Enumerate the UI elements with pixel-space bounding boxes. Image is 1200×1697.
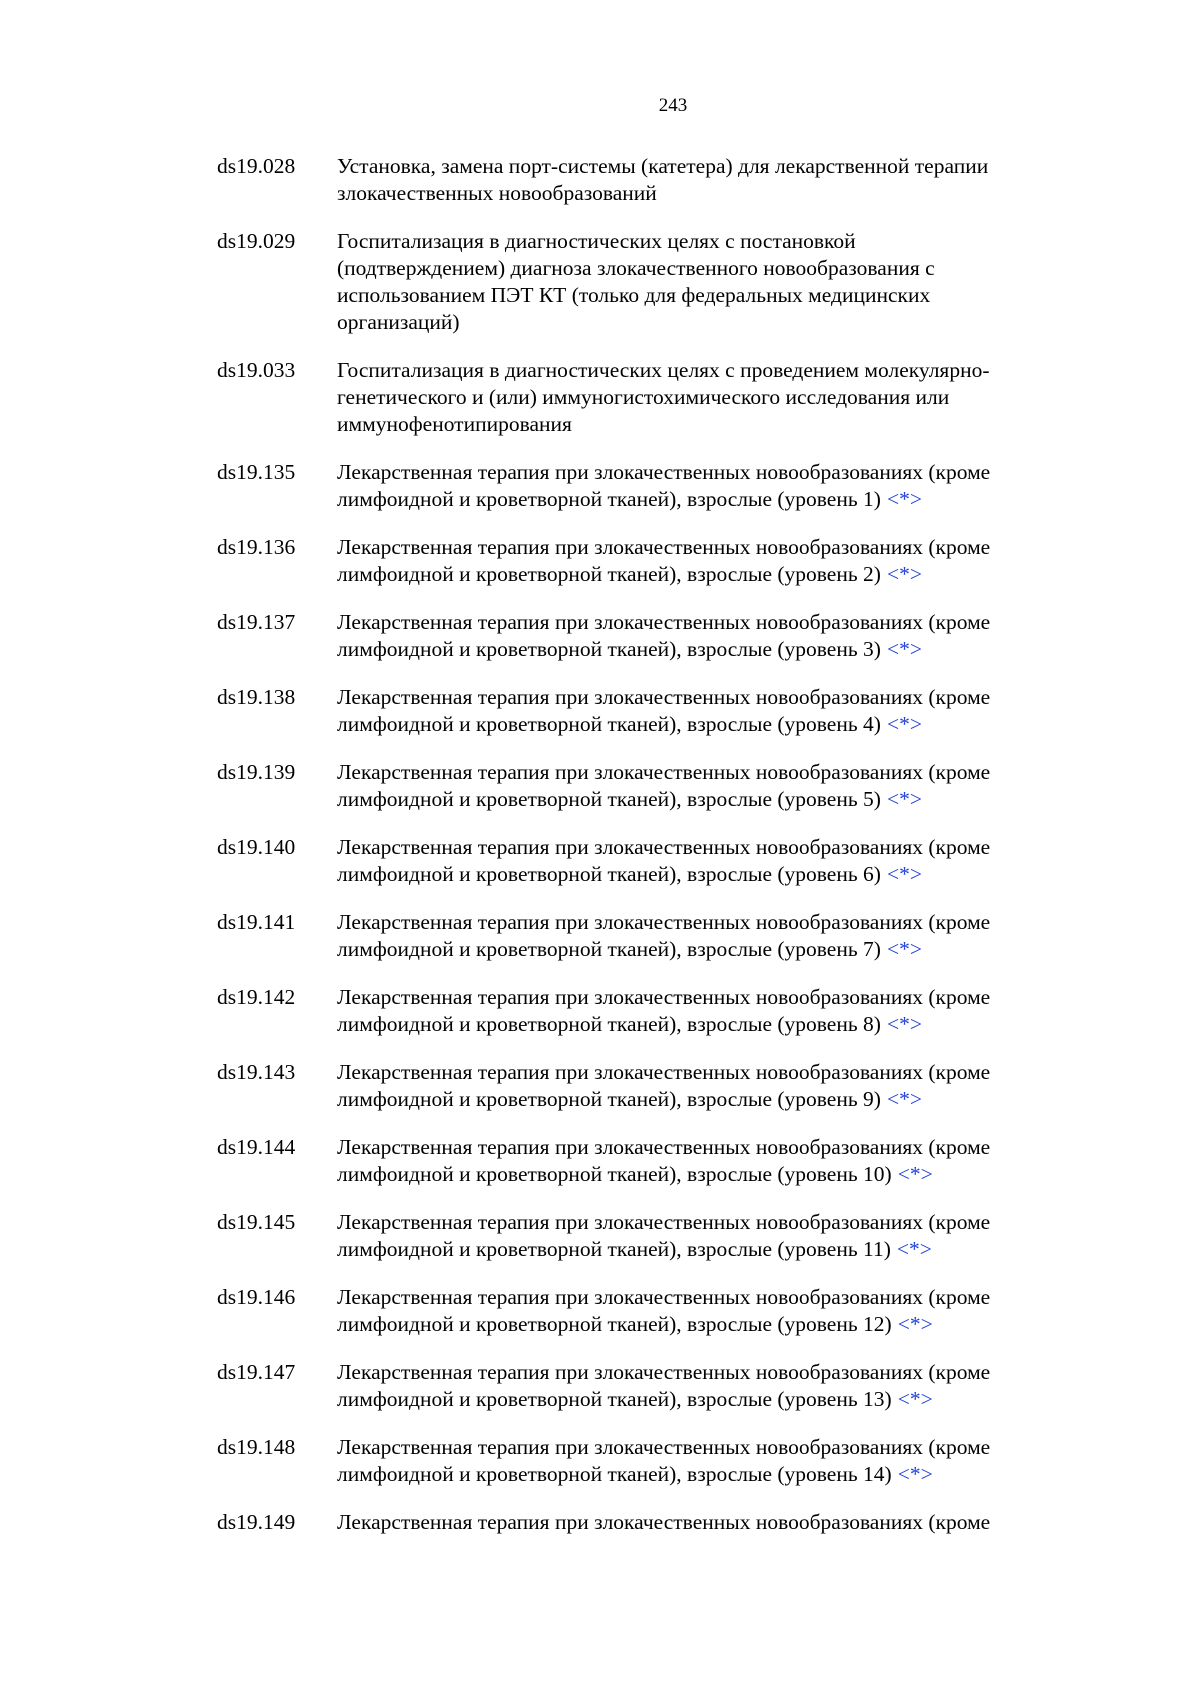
entry-description (337, 909, 1097, 963)
entry-ds19-136 (217, 534, 1097, 588)
entry-description (337, 759, 1097, 813)
entry-line: Установка, замена порт-системы (катетера) для лекарственной терапии (337, 154, 989, 178)
entry-code: ds19.138 (217, 685, 296, 709)
entry-line-text: лимфоидной и кроветворной тканей), взрослые (уровень 6) (337, 862, 881, 886)
entry-line-text: лимфоидной и кроветворной тканей), взрослые (уровень 8) (337, 1012, 881, 1036)
entry-line-last (337, 1086, 1097, 1113)
entry-line-last (337, 561, 1097, 588)
entry-ds19-149 (217, 1509, 1097, 1536)
entry-description (337, 1359, 1097, 1413)
entry-code: ds19.142 (217, 985, 296, 1009)
entry-line-text: лимфоидной и кроветворной тканей), взрослые (уровень 14) (337, 1462, 892, 1486)
entry-description (337, 1209, 1097, 1263)
entry-line: Лекарственная терапия при злокачественных новообразованиях (кроме (337, 1060, 991, 1084)
entry-ds19-029 (217, 228, 1097, 336)
entry-ds19-145 (217, 1209, 1097, 1263)
entry-code: ds19.149 (217, 1510, 296, 1534)
entry-description (337, 1434, 1097, 1488)
entry-line: иммунофенотипирования (337, 412, 572, 436)
entry-line-text: лимфоидной и кроветворной тканей), взрослые (уровень 10) (337, 1162, 892, 1186)
footnote-link[interactable]: <*> (897, 1312, 933, 1336)
entry-description (337, 534, 1097, 588)
entry-code: ds19.140 (217, 835, 296, 859)
entry-description (337, 228, 1097, 336)
footnote-link[interactable]: <*> (886, 562, 922, 586)
entry-code: ds19.028 (217, 154, 296, 178)
entry-ds19-143 (217, 1059, 1097, 1113)
footnote-link[interactable]: <*> (886, 1012, 922, 1036)
entry-ds19-137 (217, 609, 1097, 663)
entry-line: использованием ПЭТ КТ (только для федеральных медицинских (337, 283, 931, 307)
entry-line-last (337, 1461, 1097, 1488)
entry-code: ds19.136 (217, 535, 296, 559)
entry-ds19-141 (217, 909, 1097, 963)
entry-line: Лекарственная терапия при злокачественных новообразованиях (кроме (337, 535, 991, 559)
entry-line: Лекарственная терапия при злокачественных новообразованиях (кроме (337, 835, 991, 859)
entry-line-text: лимфоидной и кроветворной тканей), взрослые (уровень 2) (337, 562, 881, 586)
entry-line-last (337, 711, 1097, 738)
entry-ds19-140 (217, 834, 1097, 888)
footnote-link[interactable]: <*> (897, 1462, 933, 1486)
entry-line-text: лимфоидной и кроветворной тканей), взрослые (уровень 11) (337, 1237, 891, 1261)
entry-line-last (337, 636, 1097, 663)
entry-line: Лекарственная терапия при злокачественных новообразованиях (кроме (337, 1285, 991, 1309)
entry-line-text: лимфоидной и кроветворной тканей), взрослые (уровень 13) (337, 1387, 892, 1411)
entry-line-last (337, 936, 1097, 963)
entry-code: ds19.148 (217, 1435, 296, 1459)
entry-description (337, 1059, 1097, 1113)
entry-description (337, 357, 1097, 438)
entry-code: ds19.137 (217, 610, 296, 634)
entry-description (337, 459, 1097, 513)
entry-line: Лекарственная терапия при злокачественных новообразованиях (кроме (337, 685, 991, 709)
entry-line-last (337, 1236, 1097, 1263)
entry-line: Лекарственная терапия при злокачественных новообразованиях (кроме (337, 910, 991, 934)
entry-list (217, 153, 1097, 1557)
entry-line-last (337, 1011, 1097, 1038)
entry-line-last (337, 1386, 1097, 1413)
entry-line: Лекарственная терапия при злокачественных новообразованиях (кроме (337, 1510, 991, 1534)
entry-line: Лекарственная терапия при злокачественных новообразованиях (кроме (337, 760, 991, 784)
entry-ds19-148 (217, 1434, 1097, 1488)
entry-line: злокачественных новообразований (337, 181, 657, 205)
entry-ds19-139 (217, 759, 1097, 813)
footnote-link[interactable]: <*> (886, 937, 922, 961)
entry-line: Госпитализация в диагностических целях с постановкой (337, 229, 856, 253)
entry-ds19-138 (217, 684, 1097, 738)
entry-line: Лекарственная терапия при злокачественных новообразованиях (кроме (337, 1210, 991, 1234)
entry-description (337, 984, 1097, 1038)
entry-ds19-147 (217, 1359, 1097, 1413)
entry-line-last (337, 1311, 1097, 1338)
entry-line: Лекарственная терапия при злокачественных новообразованиях (кроме (337, 1135, 991, 1159)
entry-line: (подтверждением) диагноза злокачественного новообразования с (337, 256, 935, 280)
entry-ds19-144 (217, 1134, 1097, 1188)
footnote-link[interactable]: <*> (886, 487, 922, 511)
footnote-link[interactable]: <*> (886, 787, 922, 811)
entry-description (337, 609, 1097, 663)
entry-line-last (337, 861, 1097, 888)
entry-code: ds19.144 (217, 1135, 296, 1159)
entry-line: генетического и (или) иммуногистохимического исследования или (337, 385, 950, 409)
entry-code: ds19.146 (217, 1285, 296, 1309)
entry-line-text: лимфоидной и кроветворной тканей), взрослые (уровень 12) (337, 1312, 892, 1336)
entry-ds19-146 (217, 1284, 1097, 1338)
entry-ds19-142 (217, 984, 1097, 1038)
entry-description (337, 1284, 1097, 1338)
footnote-link[interactable]: <*> (886, 862, 922, 886)
entry-line: Лекарственная терапия при злокачественных новообразованиях (кроме (337, 610, 991, 634)
entry-line-text: лимфоидной и кроветворной тканей), взрослые (уровень 4) (337, 712, 881, 736)
entry-description (337, 1134, 1097, 1188)
entry-line-text: лимфоидной и кроветворной тканей), взрослые (уровень 5) (337, 787, 881, 811)
entry-code: ds19.033 (217, 358, 296, 382)
entry-code: ds19.147 (217, 1360, 296, 1384)
entry-line: Лекарственная терапия при злокачественных новообразованиях (кроме (337, 1435, 991, 1459)
entry-line: Лекарственная терапия при злокачественных новообразованиях (кроме (337, 985, 991, 1009)
entry-description (337, 684, 1097, 738)
entry-ds19-135 (217, 459, 1097, 513)
entry-line-last (337, 486, 1097, 513)
entry-line: Госпитализация в диагностических целях с проведением молекулярно- (337, 358, 990, 382)
entry-line-last (337, 1161, 1097, 1188)
entry-line-text: лимфоидной и кроветворной тканей), взрослые (уровень 7) (337, 937, 881, 961)
entry-code: ds19.143 (217, 1060, 296, 1084)
entry-code: ds19.135 (217, 460, 296, 484)
entry-code: ds19.141 (217, 910, 296, 934)
entry-line: Лекарственная терапия при злокачественных новообразованиях (кроме (337, 1360, 991, 1384)
entry-line-last (337, 786, 1097, 813)
footnote-link[interactable]: <*> (897, 1387, 933, 1411)
footnote-link[interactable]: <*> (886, 637, 922, 661)
entry-ds19-033 (217, 357, 1097, 438)
page-number: 243 (658, 95, 688, 116)
entry-code: ds19.139 (217, 760, 296, 784)
footnote-link[interactable]: <*> (896, 1237, 932, 1261)
entry-line-text: лимфоидной и кроветворной тканей), взрослые (уровень 3) (337, 637, 881, 661)
entry-line-text: лимфоидной и кроветворной тканей), взрослые (уровень 9) (337, 1087, 881, 1111)
entry-code: ds19.145 (217, 1210, 296, 1234)
entry-description (337, 153, 1097, 207)
footnote-link[interactable]: <*> (886, 712, 922, 736)
footnote-link[interactable]: <*> (897, 1162, 933, 1186)
entry-ds19-028 (217, 153, 1097, 207)
footnote-link[interactable]: <*> (886, 1087, 922, 1111)
entry-description (337, 1509, 1097, 1536)
entry-line-text: лимфоидной и кроветворной тканей), взрослые (уровень 1) (337, 487, 881, 511)
entry-line: Лекарственная терапия при злокачественных новообразованиях (кроме (337, 460, 991, 484)
entry-description (337, 834, 1097, 888)
entry-code: ds19.029 (217, 229, 296, 253)
entry-line: организаций) (337, 310, 460, 334)
